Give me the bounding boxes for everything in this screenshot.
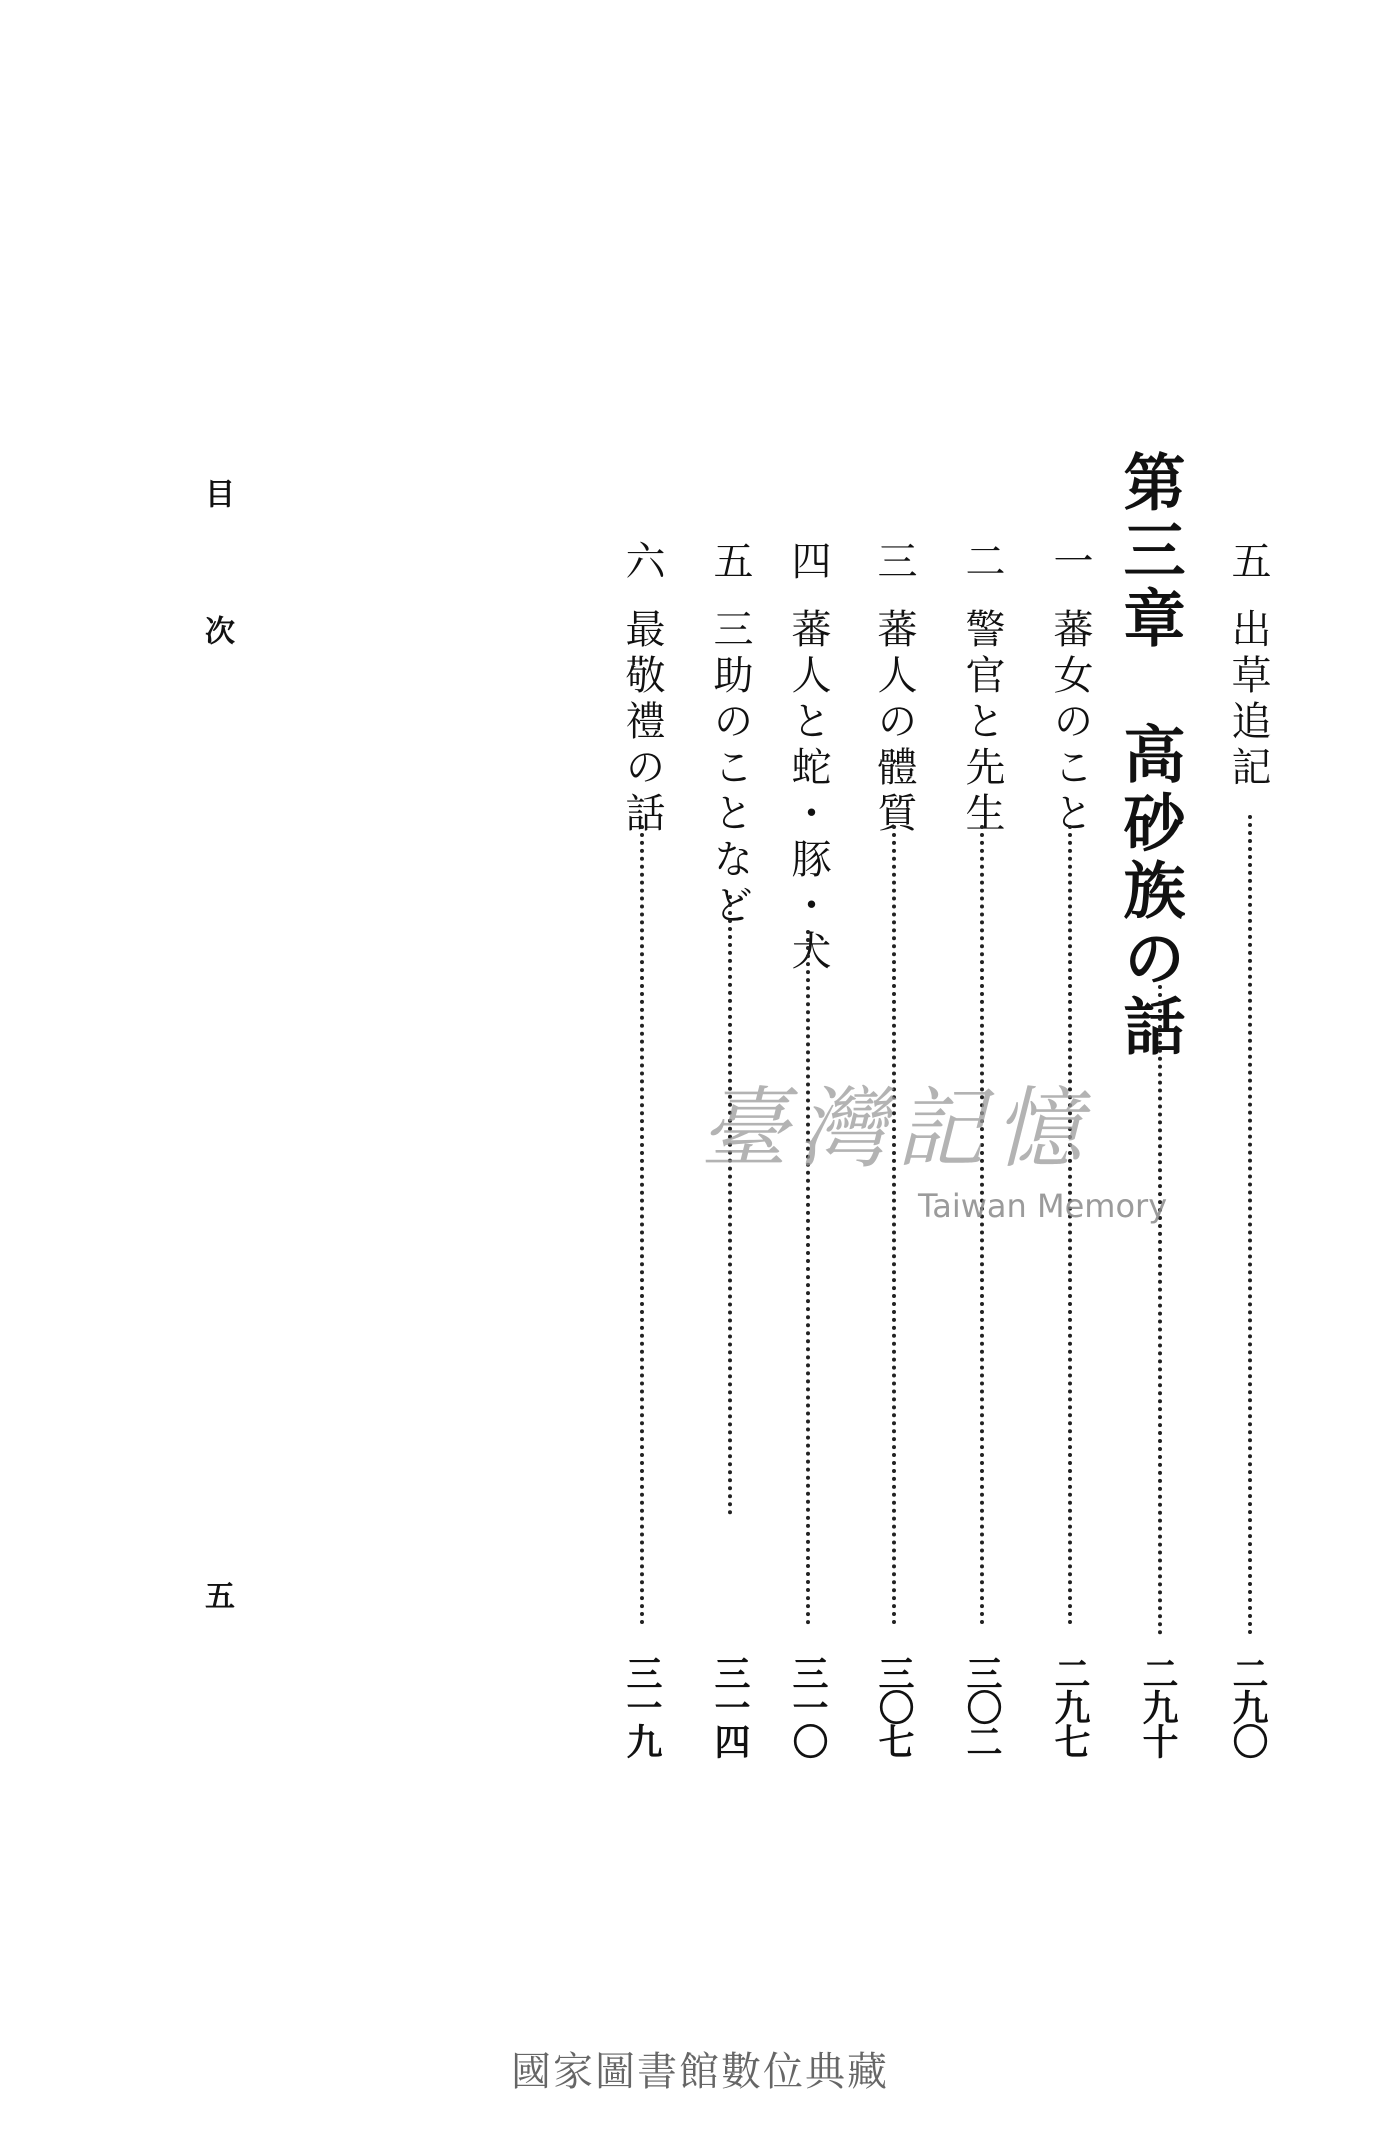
toc-entry-4-number: 四	[785, 540, 831, 586]
toc-entry-6-page: 三一九	[621, 1655, 663, 1757]
toc-entry-2-page: 三〇二	[961, 1655, 1003, 1757]
toc-entry-prev-title: 出草追記	[1225, 608, 1271, 792]
toc-entry-prev-page: 二九〇	[1227, 1655, 1269, 1757]
toc-entry-2-title: 警官と先生	[959, 608, 1005, 838]
running-header-ji: 次	[199, 615, 234, 645]
toc-entry-5-title: 三助のことなど	[707, 608, 753, 930]
toc-entry-5-number: 五	[707, 540, 753, 586]
toc-entry-3-number: 三	[871, 540, 917, 586]
running-header-mu: 目	[199, 478, 234, 508]
toc-entry-6-number: 六	[619, 540, 665, 586]
toc-entry-5-leader	[728, 895, 732, 1515]
toc-entry-4-title: 蕃人と蛇・豚・犬	[785, 608, 831, 976]
toc-entry-1-page: 二九七	[1049, 1655, 1091, 1757]
toc-entry-3-title: 蕃人の體質	[871, 608, 917, 838]
toc-entry-1-leader	[1068, 825, 1072, 1625]
toc-entry-5-page: 三一四	[709, 1655, 751, 1757]
chapter-title: 第三章 高砂族の話	[1113, 450, 1186, 1062]
watermark-logo: 臺灣記憶	[700, 1077, 1093, 1180]
toc-entry-3-leader	[892, 825, 896, 1625]
toc-entry-3-page: 三〇七	[873, 1655, 915, 1757]
toc-entry-prev-leader	[1248, 815, 1252, 1635]
toc-entry-4-leader	[806, 930, 810, 1625]
footer-credit: 國家圖書館數位典藏	[511, 2049, 889, 2095]
chapter-leader	[1158, 985, 1162, 1635]
watermark-subtitle: Taiwan Memory	[918, 1187, 1168, 1225]
toc-entry-6-title: 最敬禮の話	[619, 608, 665, 838]
toc-entry-2-leader	[980, 825, 984, 1625]
toc-entry-6-leader	[640, 825, 644, 1625]
toc-entry-1-number: 一	[1047, 540, 1093, 586]
toc-entry-prev-number: 五	[1225, 540, 1271, 586]
toc-entry-4-page: 三一〇	[787, 1655, 829, 1757]
page-number: 五	[199, 1580, 234, 1610]
toc-entry-1-title: 蕃女のこと	[1047, 608, 1093, 838]
toc-entry-2-number: 二	[959, 540, 1005, 586]
chapter-page: 二九十	[1137, 1655, 1179, 1757]
